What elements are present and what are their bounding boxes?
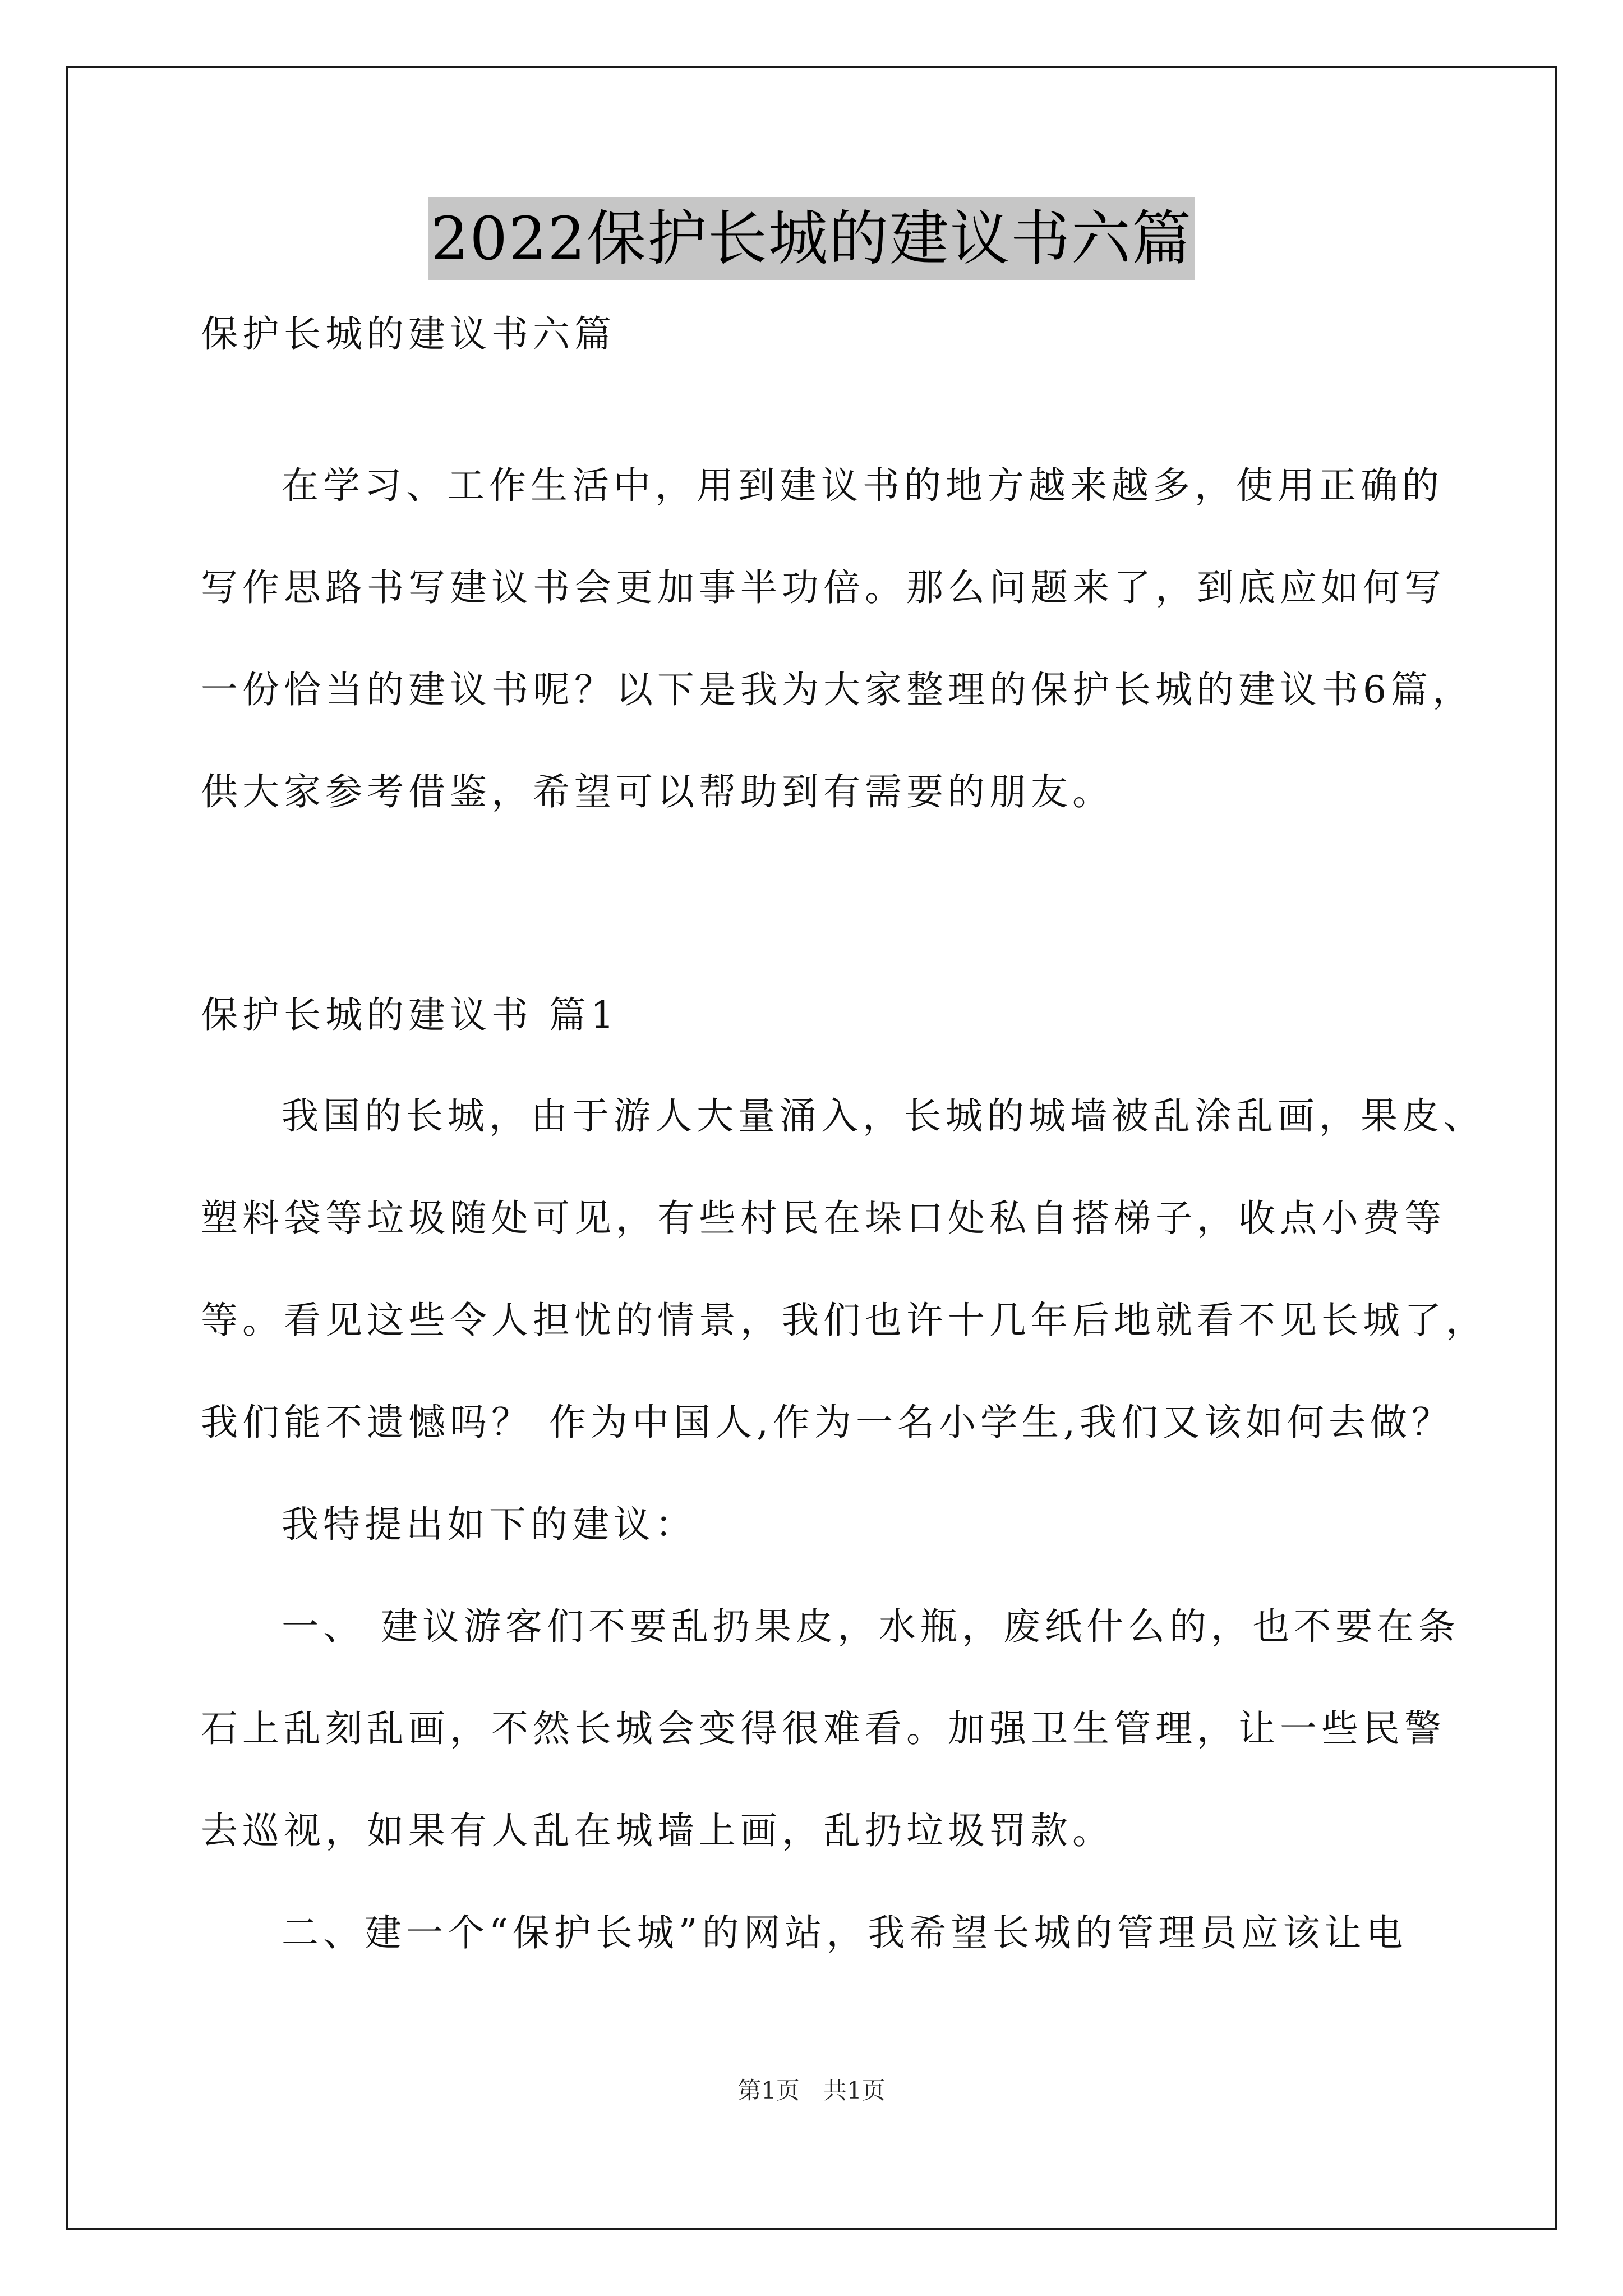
section-heading: 保护长城的建议书 篇1	[201, 993, 619, 1037]
paragraph-line: 写作思路书写建议书会更加事半功倍。那么问题来了，到底应如何写	[201, 566, 1446, 609]
paragraph-line: 石上乱刻乱画，不然长城会变得很难看。加强卫生管理，让一些民警	[201, 1707, 1446, 1750]
document-subtitle: 保护长城的建议书六篇	[201, 312, 616, 356]
paragraph-line: 一份恰当的建议书呢？以下是我为大家整理的保护长城的建议书6篇，	[201, 668, 1474, 711]
paragraph-line: 等。看见这些令人担忧的情景，我们也许十几年后地就看不见长城了，	[201, 1299, 1487, 1342]
paragraph-line: 二、建一个“保护长城”的网站，我希望长城的管理员应该让电	[282, 1911, 1408, 1954]
page-border	[66, 66, 1557, 2230]
paragraph-line: 在学习、工作生活中，用到建议书的地方越来越多，使用正确的	[282, 464, 1444, 507]
title-container	[0, 197, 1623, 280]
paragraph-line: 一、 建议游客们不要乱扔果皮，水瓶，废纸什么的，也不要在条	[282, 1605, 1460, 1648]
paragraph-line: 塑料袋等垃圾随处可见，有些村民在垛口处私自搭梯子，收点小费等	[201, 1197, 1446, 1240]
paragraph-line: 我们能不遗憾吗？ 作为中国人,作为一名小学生,我们又该如何去做？	[201, 1401, 1453, 1444]
paragraph-line: 供大家参考借鉴，希望可以帮助到有需要的朋友。	[201, 770, 1114, 813]
document-title: 2022保护长城的建议书六篇	[428, 197, 1195, 280]
paragraph-line: 我国的长城，由于游人大量涌入，长城的城墙被乱涂乱画，果皮、	[282, 1094, 1485, 1138]
paragraph-line: 去巡视，如果有人乱在城墙上画，乱扔垃圾罚款。	[201, 1809, 1114, 1852]
page-footer: 第1页 共1页	[737, 2077, 886, 2104]
paragraph-line: 我特提出如下的建议：	[282, 1503, 697, 1546]
